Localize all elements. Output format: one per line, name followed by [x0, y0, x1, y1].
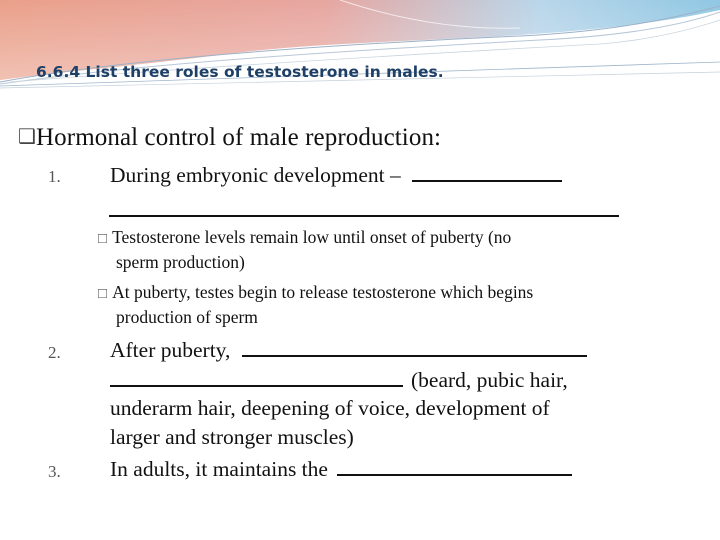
sub-point-continuation: sperm production) [116, 252, 245, 272]
item-number: 3. [48, 462, 61, 481]
item-2-text: larger and stronger muscles) [110, 425, 354, 449]
bullet-glyph-icon: ❑ [18, 126, 37, 148]
answer-blank [412, 162, 562, 182]
sub-point-continuation: production of sperm [116, 307, 258, 327]
square-bullet-icon: □ [98, 286, 108, 302]
square-bullet-icon: □ [98, 231, 108, 247]
item-number: 2. [48, 343, 61, 362]
section-heading [18, 124, 441, 152]
item-1-text: During embryonic development – [110, 162, 562, 188]
item-number: 1. [48, 167, 61, 186]
answer-blank [337, 456, 572, 476]
answer-blank [242, 337, 587, 357]
item-2-text: After puberty, [110, 337, 587, 363]
item-3-text: In adults, it maintains the [110, 456, 572, 482]
sub-point: □ At puberty, testes begin to release testosterone which begins [98, 282, 534, 302]
item-2-text: underarm hair, deepening of voice, development of [110, 396, 550, 420]
answer-blank [110, 367, 403, 387]
sub-point: □ Testosterone levels remain low until onset of puberty (no [98, 227, 512, 247]
item-2-text: (beard, pubic hair, [110, 367, 568, 393]
answer-blank [109, 197, 619, 217]
slide-title: 6.6.4 List three roles of testosterone in males. [36, 63, 444, 81]
heading-text: Hormonal control of male reproduction: [36, 124, 442, 151]
